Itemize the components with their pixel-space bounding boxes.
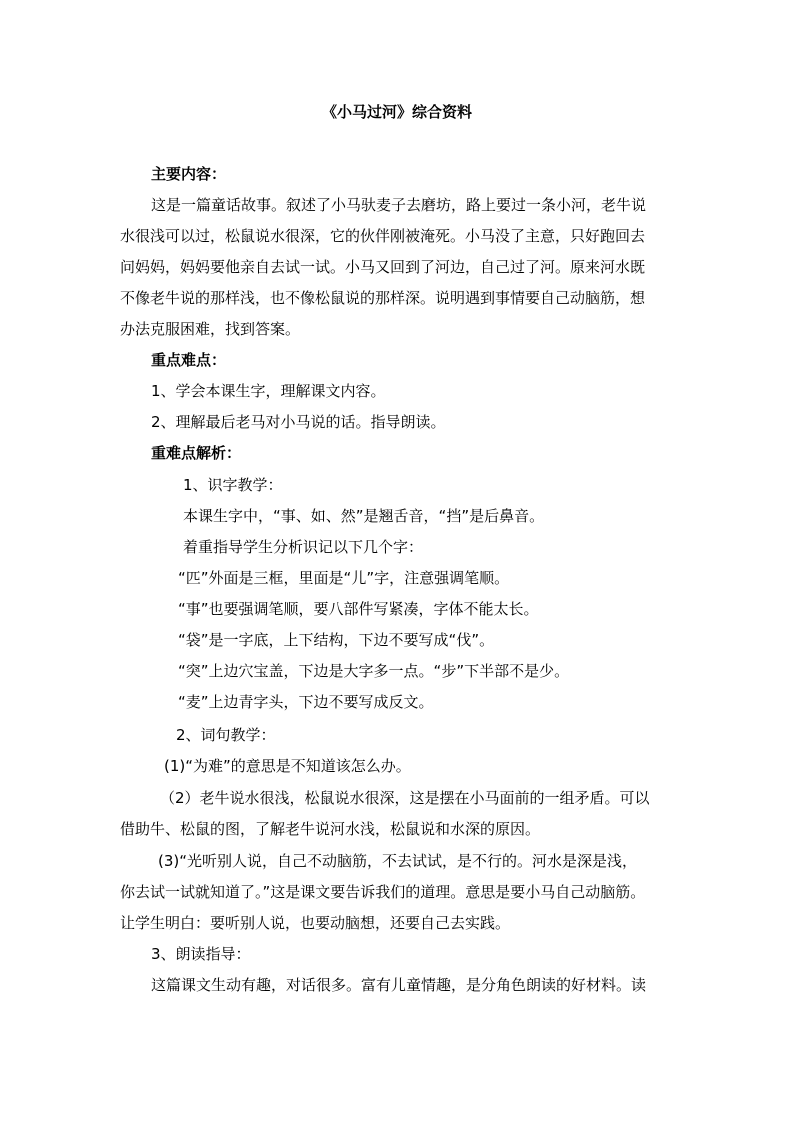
analysis-line: 你去试一试就知道了。”这是课文要告诉我们的道理。意思是要小马自己动脑筋。	[120, 883, 646, 901]
key-point-item: 1、学会本课生字，理解课文内容。	[151, 382, 386, 400]
analysis-line: “突”上边穴宝盖，下边是大字多一点。“步”下半部不是少。	[178, 662, 570, 680]
analysis-line: 1、识字教学：	[183, 476, 283, 494]
analysis-line: “匹”外面是三框，里面是“儿”字，注意强调笔顺。	[178, 569, 510, 587]
analysis-line: (1)“为难”的意思是不知道该怎么办。	[164, 757, 411, 775]
analysis-line: “袋”是一字底，上下结构，下边不要写成“伐”。	[178, 631, 495, 649]
paragraph-line: 这是一篇童话故事。叙述了小马驮麦子去磨坊，路上要过一条小河，老牛说	[151, 196, 647, 214]
paragraph-line: 办法克服困难，找到答案。	[120, 320, 301, 338]
analysis-line: 本课生字中，“事、如、然”是翘舌音，“挡”是后鼻音。	[183, 507, 545, 525]
analysis-line: 借助牛、松鼠的图，了解老牛说河水浅，松鼠说和水深的原因。	[120, 820, 541, 838]
analysis-line: 着重指导学生分析识记以下几个字：	[183, 538, 424, 556]
main-content-heading: 主要内容：	[151, 165, 227, 183]
paragraph-line: 不像老牛说的那样浅，也不像松鼠说的那样深。说明遇到事情要自己动脑筋，想	[120, 289, 646, 307]
analysis-line: 2、词句教学：	[176, 726, 276, 744]
document-title: 《小马过河》综合资料	[321, 103, 472, 121]
key-point-item: 2、理解最后老马对小马说的话。指导朗读。	[151, 413, 446, 431]
analysis-line: 3、朗读指导：	[151, 945, 251, 963]
key-points-heading: 重点难点：	[151, 351, 227, 369]
analysis-line: “事”也要强调笔顺，要八部件写紧凑，字体不能太长。	[178, 600, 539, 618]
paragraph-line: 水很浅可以过，松鼠说水很深，它的伙伴刚被淹死。小马没了主意，只好跑回去	[120, 227, 646, 245]
paragraph-line: 问妈妈，妈妈要他亲自去试一试。小马又回到了河边，自己过了河。原来河水既	[120, 258, 646, 276]
analysis-line: 让学生明白：要听别人说，也要动脑想，还要自己去实践。	[120, 914, 511, 932]
analysis-line: “麦”上边青字头，下边不要写成反文。	[178, 693, 434, 711]
analysis-line: 这篇课文生动有趣，对话很多。富有儿童情趣，是分角色朗读的好材料。读	[151, 976, 647, 994]
analysis-line: （2）老牛说水很浅，松鼠说水很深，这是摆在小马面前的一组矛盾。可以	[160, 789, 650, 807]
analysis-heading: 重难点解析：	[151, 444, 242, 462]
analysis-line: (3)“光听别人说，自己不动脑筋，不去试试，是不行的。河水是深是浅，	[158, 852, 638, 870]
